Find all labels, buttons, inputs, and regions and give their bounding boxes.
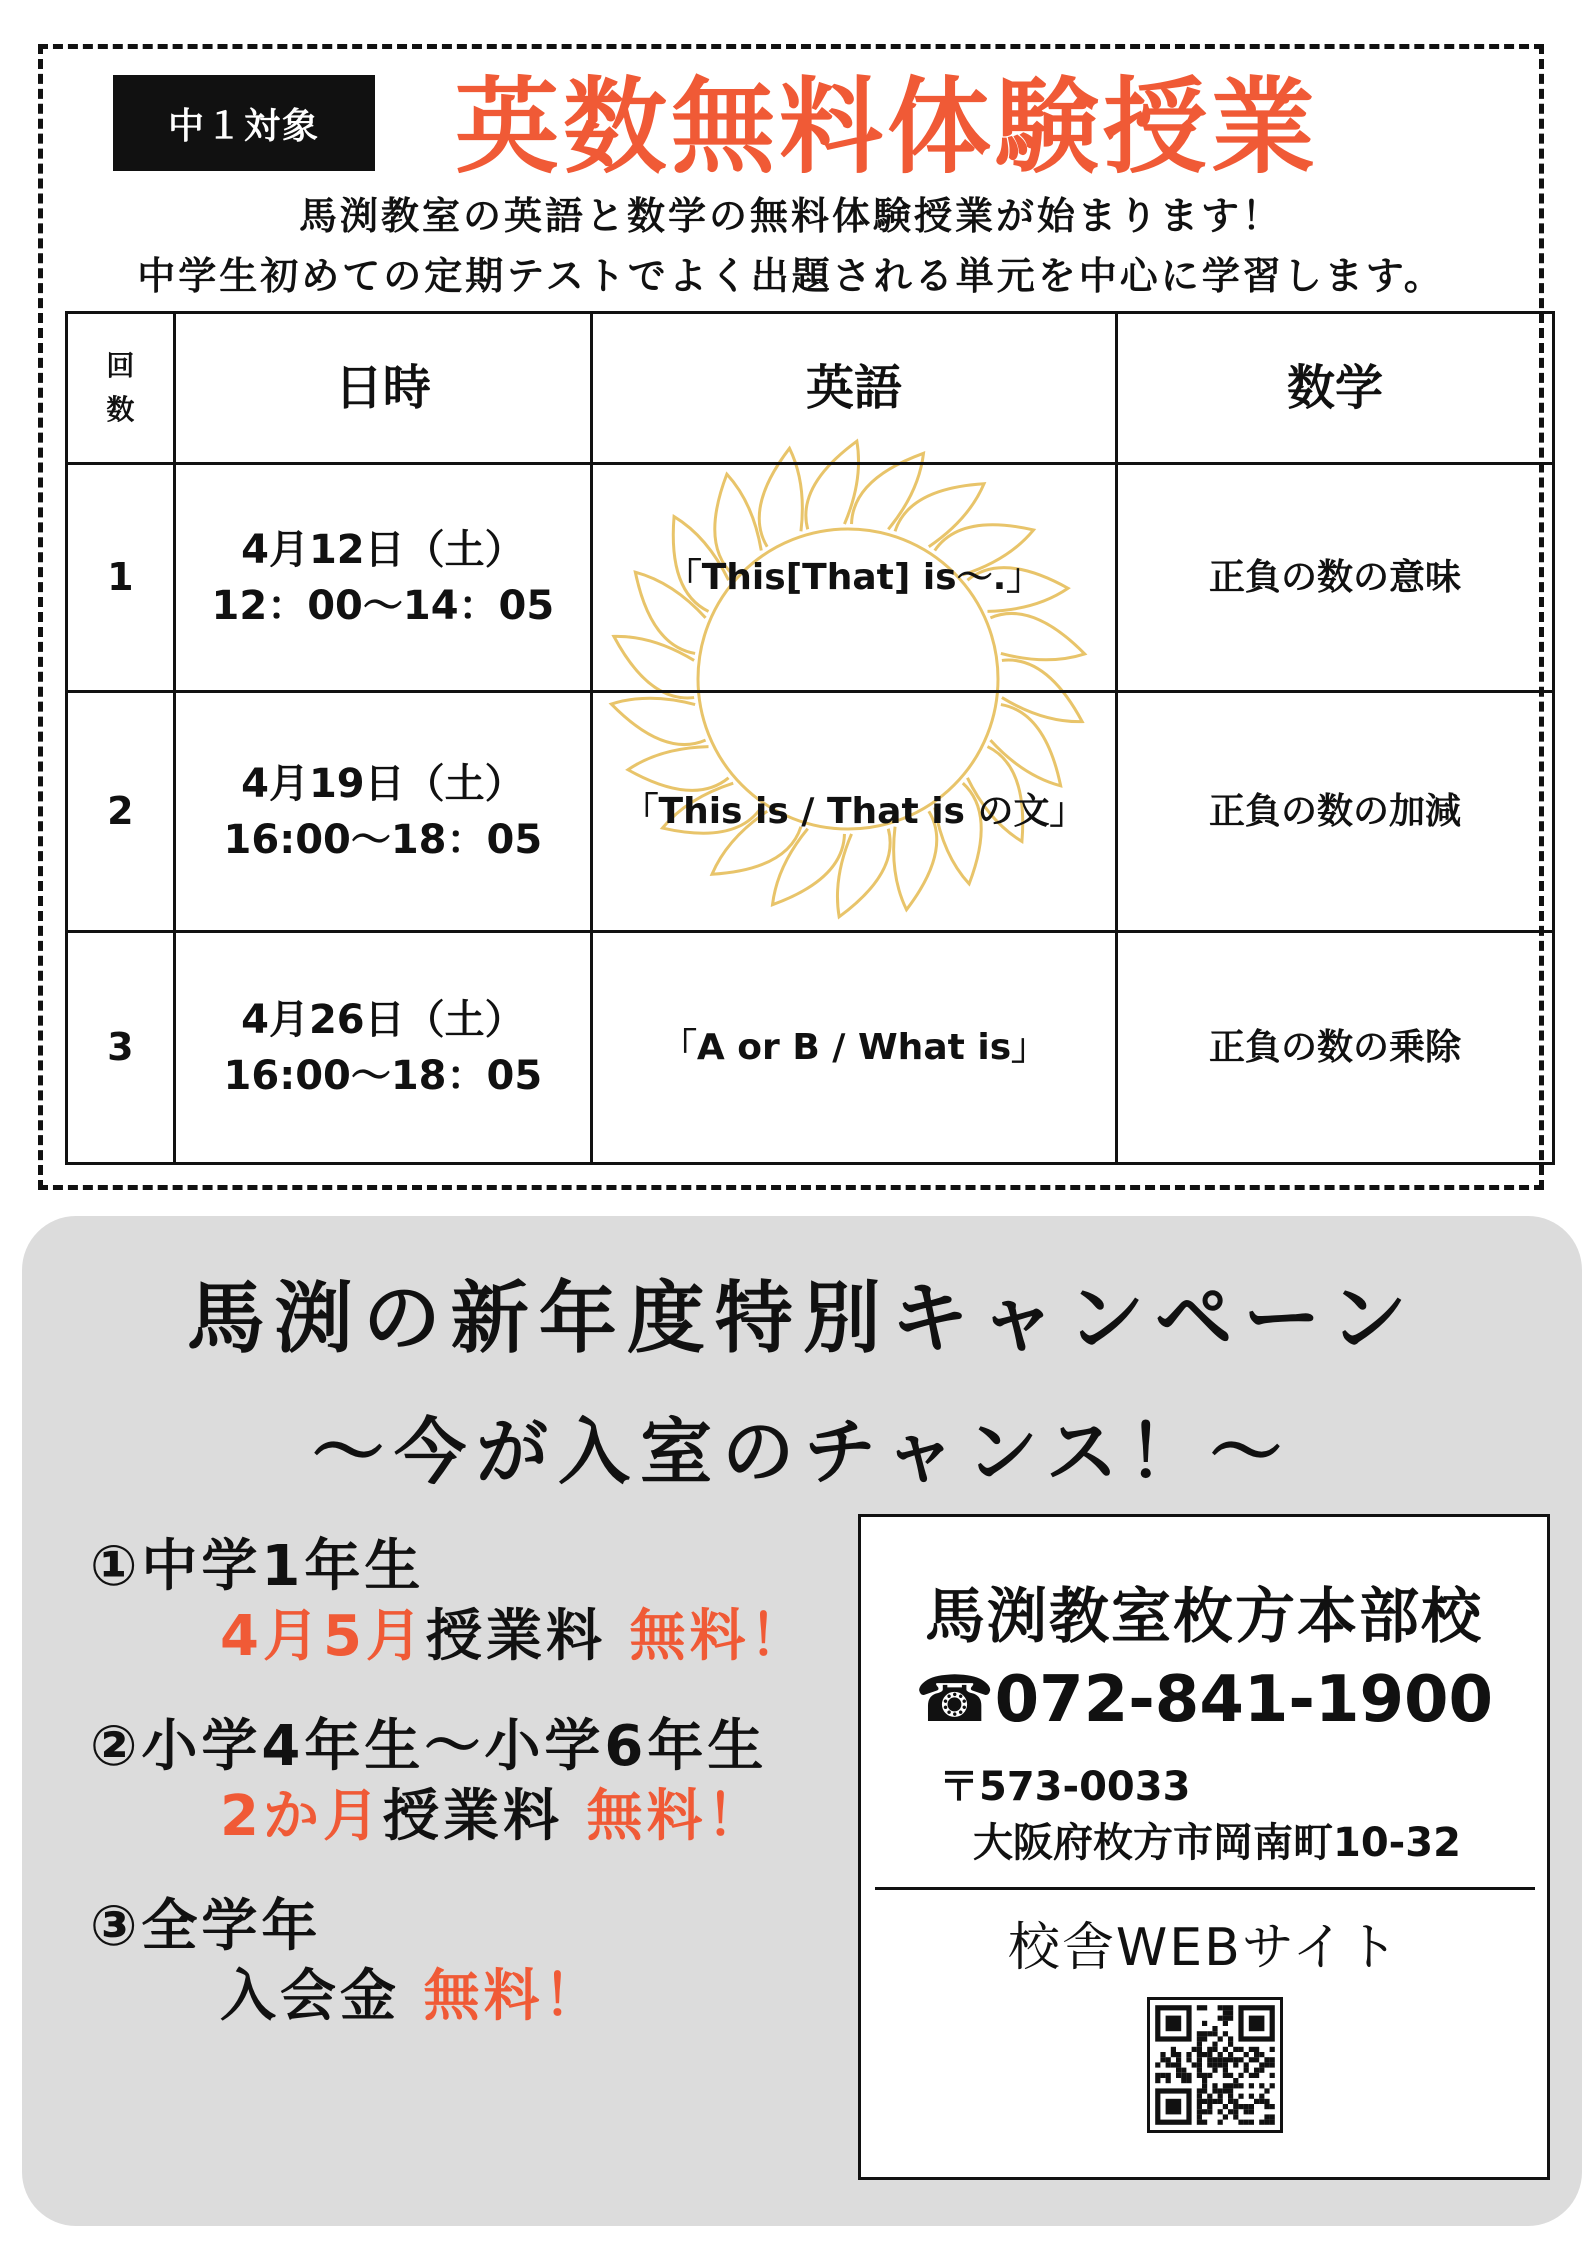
offer-label: 授業料 bbox=[425, 1604, 606, 1669]
header-english: 英語 bbox=[591, 313, 1116, 464]
math-cell: 正負の数の乗除 bbox=[1117, 932, 1554, 1164]
table-header-row bbox=[67, 313, 1554, 464]
qr-code-icon[interactable] bbox=[1147, 1997, 1283, 2133]
offer-head: ②小学4年生～小学6年生 bbox=[90, 1714, 768, 1779]
table-row bbox=[67, 932, 1554, 1164]
english-cell: ｢This is / That is の文｣ bbox=[591, 692, 1116, 932]
header-datetime: 日時 bbox=[174, 313, 591, 464]
offer-label: 授業料 bbox=[382, 1784, 563, 1849]
offer-item bbox=[90, 1532, 809, 1672]
datetime-cell: 4月12日（土） 12：00～14：05 bbox=[174, 464, 591, 692]
campaign-title: 馬渕の新年度特別キャンペーン bbox=[186, 1274, 1418, 1364]
table-row bbox=[67, 692, 1554, 932]
header-round: 回 数 bbox=[67, 313, 175, 464]
intro-line-2: 中学生初めての定期テストでよく出題される単元を中心に学習します。 bbox=[137, 254, 1445, 298]
offer-item bbox=[90, 1712, 767, 1852]
offer-detail bbox=[90, 1602, 809, 1672]
target-badge: 中１対象 bbox=[113, 75, 375, 171]
english-cell: ｢This[That] is～.｣ bbox=[591, 464, 1116, 692]
header-math: 数学 bbox=[1117, 313, 1554, 464]
offer-highlight: 4月5月 bbox=[220, 1604, 426, 1669]
offer-highlight: 2か月 bbox=[220, 1784, 383, 1849]
offer-label: 入会金 bbox=[220, 1964, 400, 2029]
round-cell: 3 bbox=[67, 932, 175, 1164]
math-cell: 正負の数の意味 bbox=[1117, 464, 1554, 692]
offer-head: ③全学年 bbox=[90, 1894, 322, 1959]
table-row bbox=[67, 464, 1554, 692]
datetime-cell: 4月19日（土） 16:00～18：05 bbox=[174, 692, 591, 932]
datetime-cell: 4月26日（土） 16:00～18：05 bbox=[174, 932, 591, 1164]
phone-number[interactable]: ☎072-841-1900 bbox=[914, 1663, 1494, 1737]
web-site-label: 校舎WEBサイト bbox=[1007, 1918, 1401, 1978]
campaign-subtitle: ～今が入室のチャンス！～ bbox=[312, 1410, 1292, 1494]
intro-line-1: 馬渕教室の英語と数学の無料体験授業が始まります！ bbox=[298, 194, 1283, 238]
postal-code: 〒573-0033 bbox=[939, 1764, 1191, 1810]
trial-title: 英数無料体験授業 bbox=[455, 66, 1320, 188]
card-divider bbox=[875, 1887, 1535, 1890]
offer-head: ①中学1年生 bbox=[90, 1534, 425, 1599]
offer-detail bbox=[90, 1962, 604, 2032]
trial-lesson-box bbox=[38, 44, 1544, 1190]
offer-item bbox=[90, 1892, 604, 2032]
round-cell: 1 bbox=[67, 464, 175, 692]
schedule-table bbox=[65, 311, 1555, 1165]
school-info-card bbox=[858, 1514, 1550, 2180]
offer-detail bbox=[90, 1782, 767, 1852]
school-name: 馬渕教室枚方本部校 bbox=[925, 1582, 1483, 1652]
address: 大阪府枚方市岡南町10-32 bbox=[973, 1820, 1461, 1866]
offer-free: 無料！ bbox=[423, 1964, 604, 2029]
math-cell: 正負の数の加減 bbox=[1117, 692, 1554, 932]
offer-free: 無料！ bbox=[586, 1784, 767, 1849]
round-cell: 2 bbox=[67, 692, 175, 932]
english-cell: ｢A or B / What is｣ bbox=[591, 932, 1116, 1164]
campaign-panel bbox=[22, 1216, 1582, 2226]
offer-free: 無料！ bbox=[629, 1604, 810, 1669]
